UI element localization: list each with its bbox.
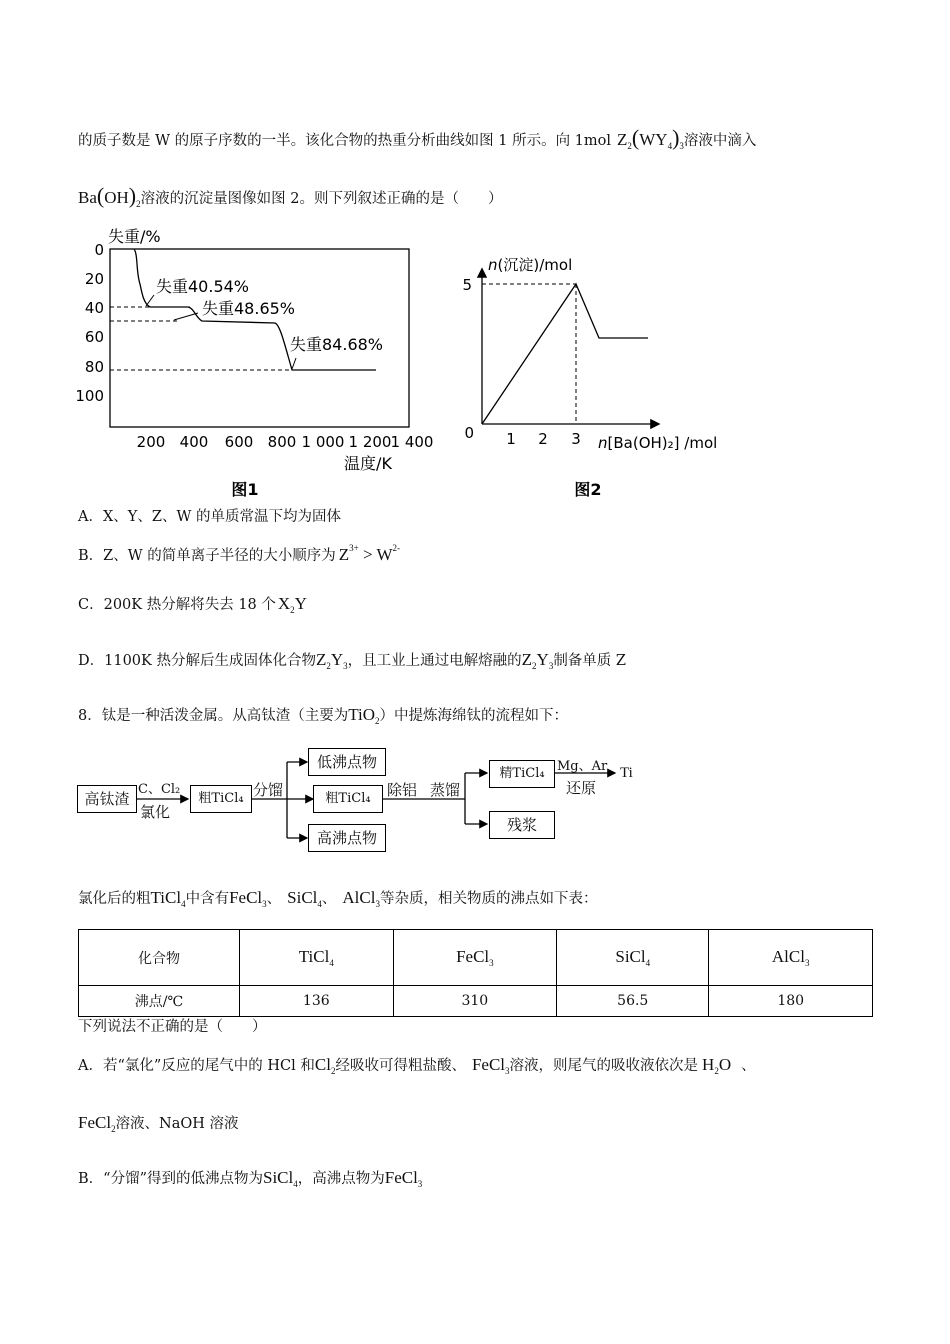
table-cell: 180 [709, 986, 873, 1017]
box-gaotaizha: 高钛渣 [77, 785, 137, 813]
fig1-xtick: 1 000 [301, 433, 345, 451]
fig1-ytick: 100 [75, 387, 104, 405]
fig1-leader [174, 313, 198, 320]
label-fractionation: 分馏 [253, 781, 284, 799]
option-b: B．Z、W 的简单离子半径的大小顺序为 $Z^{3+} > W^{2-}$ [78, 543, 401, 564]
option-d: D．1100K 热分解后生成固体化合物$Z_2Y_3$，且工业上通过电解熔融的$Z_2Y_3$制备单质 Z [78, 650, 626, 671]
box-residue: 残浆 [489, 811, 555, 839]
q8-ask: 下列说法不正确的是（ ） [78, 1019, 267, 1035]
table-cell: 310 [393, 986, 557, 1017]
option-c: C．200K 热分解将失去 18 个 $X_2Y$ [78, 594, 307, 615]
fig2-xtick: 3 [571, 430, 581, 448]
fig1-ytick: 80 [84, 358, 104, 376]
table-header: 化合物 [79, 930, 240, 986]
label-remove-al: 除铝 [387, 781, 418, 799]
fig1-annotation: 失重40.54% [156, 277, 250, 296]
intro-line-1: 的质子数是 W 的原子序数的一半。该化合物的热重分析曲线如图 1 所示。向 1mol $Z_2(WY_4)_3$溶液中滴入 [78, 125, 757, 151]
fig1-ytick: 0 [94, 241, 104, 259]
box-refined-ticl4: 精TiCl₄ [489, 760, 555, 788]
fig2-xtick: 1 [506, 430, 516, 448]
table-header: TiCl$_4$ [240, 930, 394, 986]
table-header: FeCl$_3$ [393, 930, 557, 986]
fig2-xtick: 2 [538, 430, 548, 448]
fig1-annotation: 失重48.65% [202, 299, 296, 318]
fig1-leader [292, 358, 296, 369]
q8-option-a-line-2: FeCl$_2$溶液、NaOH 溶液 [78, 1113, 239, 1134]
table-header: AlCl$_3$ [709, 930, 873, 986]
box-crude-ticl4-2: 粗TiCl₄ [313, 785, 383, 813]
fig1-ylabel: 失重/% [108, 227, 161, 246]
table-cell: 沸点/℃ [79, 986, 240, 1017]
fig2-origin: 0 [464, 424, 474, 442]
fig1-leader [146, 295, 154, 306]
fig2-ytick: 5 [462, 276, 472, 294]
option-a: A．X、Y、Z、W 的单质常温下均为固体 [78, 509, 341, 525]
fig2-xlabel: n[Ba(OH)₂] /mol [598, 434, 718, 452]
fig1-xtick: 600 [224, 433, 254, 451]
box-low-boiling: 低沸点物 [308, 748, 386, 776]
fig1-xtick: 1 400 [390, 433, 434, 451]
fig1-ytick: 40 [84, 299, 104, 317]
label-reduction: 还原 [566, 779, 597, 797]
fig1-xlabel: 温度/K [344, 454, 392, 473]
figure-1 [70, 222, 440, 502]
table-cell: 56.5 [557, 986, 709, 1017]
q8-line-2: 氯化后的粗TiCl$_4$中含有FeCl$_3$、 SiCl$_4$、 AlCl$_3$等杂质，相关物质的沸点如下表： [78, 888, 598, 909]
q8-option-a-line-1: A．若“氯化”反应的尾气中的 HCl 和$Cl_2$经吸收可得粗盐酸、 FeCl$_3$溶液，则尾气的吸收液依次是 $H_2O$ 、 [78, 1055, 756, 1076]
label-distillation: 蒸馏 [430, 781, 461, 799]
table-cell: 136 [240, 986, 394, 1017]
fig1-xtick: 800 [267, 433, 297, 451]
figure-2 [460, 248, 740, 502]
fig1-xtick: 1 200 [348, 433, 392, 451]
table-header: SiCl$_4$ [557, 930, 709, 986]
intro-line-2: $Ba(OH)_2$溶液的沉淀量图像如图 2。则下列叙述正确的是（ ） [78, 183, 503, 209]
fig1-annotation: 失重84.68% [290, 335, 384, 354]
label-chlorination: 氯化 [140, 803, 171, 821]
fig1-xtick: 200 [136, 433, 166, 451]
box-high-boiling: 高沸点物 [308, 824, 386, 852]
box-crude-ticl4-1: 粗TiCl₄ [190, 785, 252, 813]
fig2-caption: 图2 [574, 480, 602, 499]
q8-line-1: 8．钛是一种活泼金属。从高钛渣（主要为TiO$_2$）中提炼海绵钛的流程如下： [78, 705, 569, 726]
fig1-ytick: 20 [84, 270, 104, 288]
fig2-ylabel: n(沉淀)/mol [488, 256, 573, 274]
q8-option-b: B．“分馏”得到的低沸点物为SiCl$_4$，高沸点物为FeCl$_3$ [78, 1168, 423, 1189]
fig1-ytick: 60 [84, 328, 104, 346]
fig1-caption: 图1 [231, 480, 259, 499]
fig2-series-line [482, 284, 648, 424]
boiling-point-table [78, 929, 873, 1017]
label-ti: Ti [620, 765, 633, 781]
label-mg-ar: Mg、Ar [557, 759, 608, 774]
label-c-cl2: C、Cl₂ [138, 782, 181, 797]
fig1-xtick: 400 [179, 433, 209, 451]
